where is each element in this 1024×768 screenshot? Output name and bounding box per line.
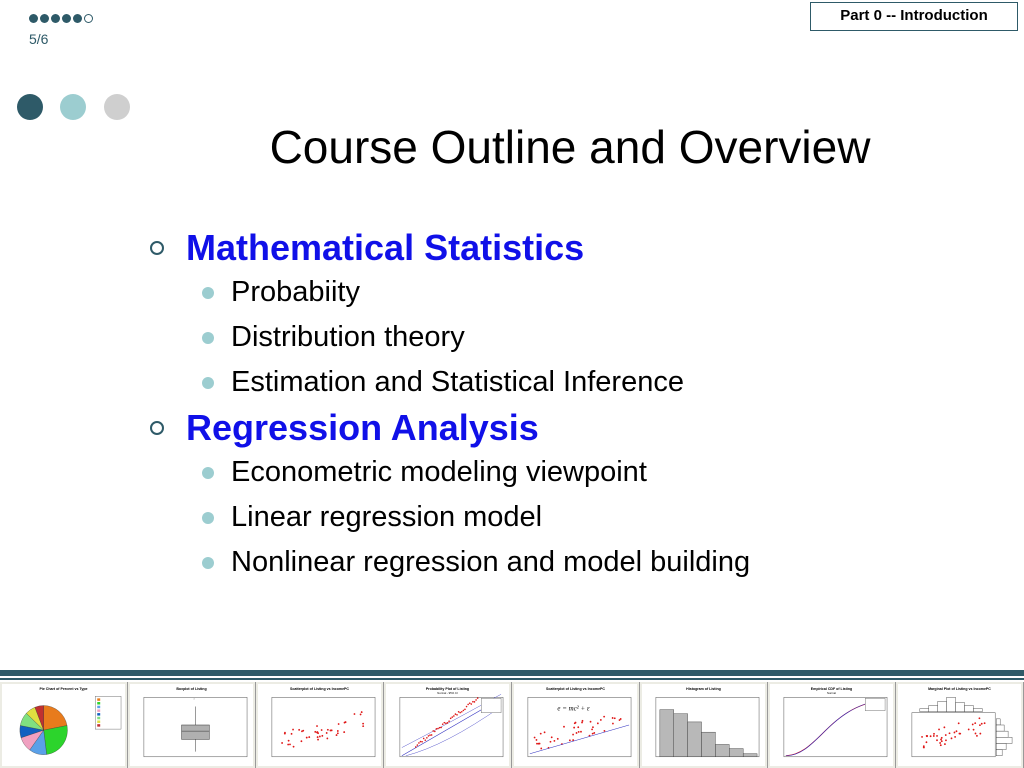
- outline-item-text: Econometric modeling viewpoint: [231, 456, 647, 488]
- chart-thumbnail: [640, 682, 768, 768]
- thumbnail-title: Probability Plot of Listing: [425, 687, 470, 692]
- progress-dot: [29, 14, 38, 23]
- footer-rule-thin: [0, 678, 1024, 680]
- decorative-dot-grey: [104, 94, 130, 120]
- outline-item: [150, 495, 750, 540]
- slide-title: Course Outline and Overview: [269, 121, 871, 173]
- thumbnail-title: Pie Chart of Percent vs Type: [39, 687, 88, 692]
- dot-bullet-icon: [202, 287, 214, 299]
- slide-progress-dots: [29, 14, 93, 23]
- outline-item: [150, 540, 750, 585]
- thumbnail-subtitle: Normal: [827, 691, 836, 696]
- progress-dot: [62, 14, 71, 23]
- outline-section: [150, 225, 750, 405]
- chart-thumbnail: [128, 682, 256, 768]
- slide-counter: 5/6: [29, 31, 49, 47]
- svg-text:*: *: [193, 697, 195, 702]
- thumbnail-title: Empirical CDF of Listing: [810, 687, 853, 692]
- section-heading: [150, 225, 750, 270]
- outline-item: [150, 450, 750, 495]
- chart-thumbnail: [384, 682, 512, 768]
- outline-item-text: Nonlinear regression and model building: [231, 546, 751, 578]
- progress-dot: [84, 14, 93, 23]
- thumbnail-title: Marginal Plot of Listing vs IncomePC: [928, 687, 991, 692]
- outline-item-text: Estimation and Statistical Inference: [231, 366, 684, 398]
- chart-thumbnail: [768, 682, 896, 768]
- thumbnail-title: Histogram of Listing: [686, 687, 721, 692]
- progress-dot: [51, 14, 60, 23]
- outline-item: [150, 360, 750, 405]
- thumbnail-title: Scatterplot of Listing vs IncomePC: [545, 687, 606, 692]
- section-heading-text: Mathematical Statistics: [186, 226, 585, 268]
- decorative-dot-light: [60, 94, 86, 120]
- thumbnail-title: Scatterplot of Listing vs IncomePC: [289, 687, 350, 692]
- section-badge: Part 0 -- Introduction: [810, 2, 1018, 31]
- dot-bullet-icon: [202, 512, 214, 524]
- footer-rule: [0, 670, 1024, 676]
- progress-dot: [73, 14, 82, 23]
- outline-section: [150, 405, 750, 585]
- section-heading: [150, 405, 750, 450]
- dot-bullet-icon: [202, 377, 214, 389]
- outline-item-text: Probabiity: [231, 276, 360, 308]
- dot-bullet-icon: [202, 332, 214, 344]
- outline-item-text: Distribution theory: [231, 321, 465, 353]
- dot-bullet-icon: [202, 557, 214, 569]
- thumbnail-subtitle: Normal - 95% CI: [437, 691, 458, 696]
- ring-bullet-icon: [150, 421, 164, 435]
- thumbnail-title: Boxplot of Listing: [176, 687, 207, 692]
- outline-item-text: Linear regression model: [231, 501, 543, 533]
- chart-thumbnail-strip: [0, 682, 1024, 768]
- section-heading-text: Regression Analysis: [186, 406, 539, 448]
- outline-item: [150, 270, 750, 315]
- outline-item: [150, 315, 750, 360]
- chart-thumbnail: [896, 682, 1024, 768]
- chart-thumbnail: [0, 682, 128, 768]
- chart-thumbnail: [512, 682, 640, 768]
- chart-thumbnail: [256, 682, 384, 768]
- course-outline: [150, 225, 750, 585]
- equation-text: e = mc² + ε: [557, 704, 590, 713]
- dot-bullet-icon: [202, 467, 214, 479]
- ring-bullet-icon: [150, 241, 164, 255]
- decorative-dot-dark: [17, 94, 43, 120]
- progress-dot: [40, 14, 49, 23]
